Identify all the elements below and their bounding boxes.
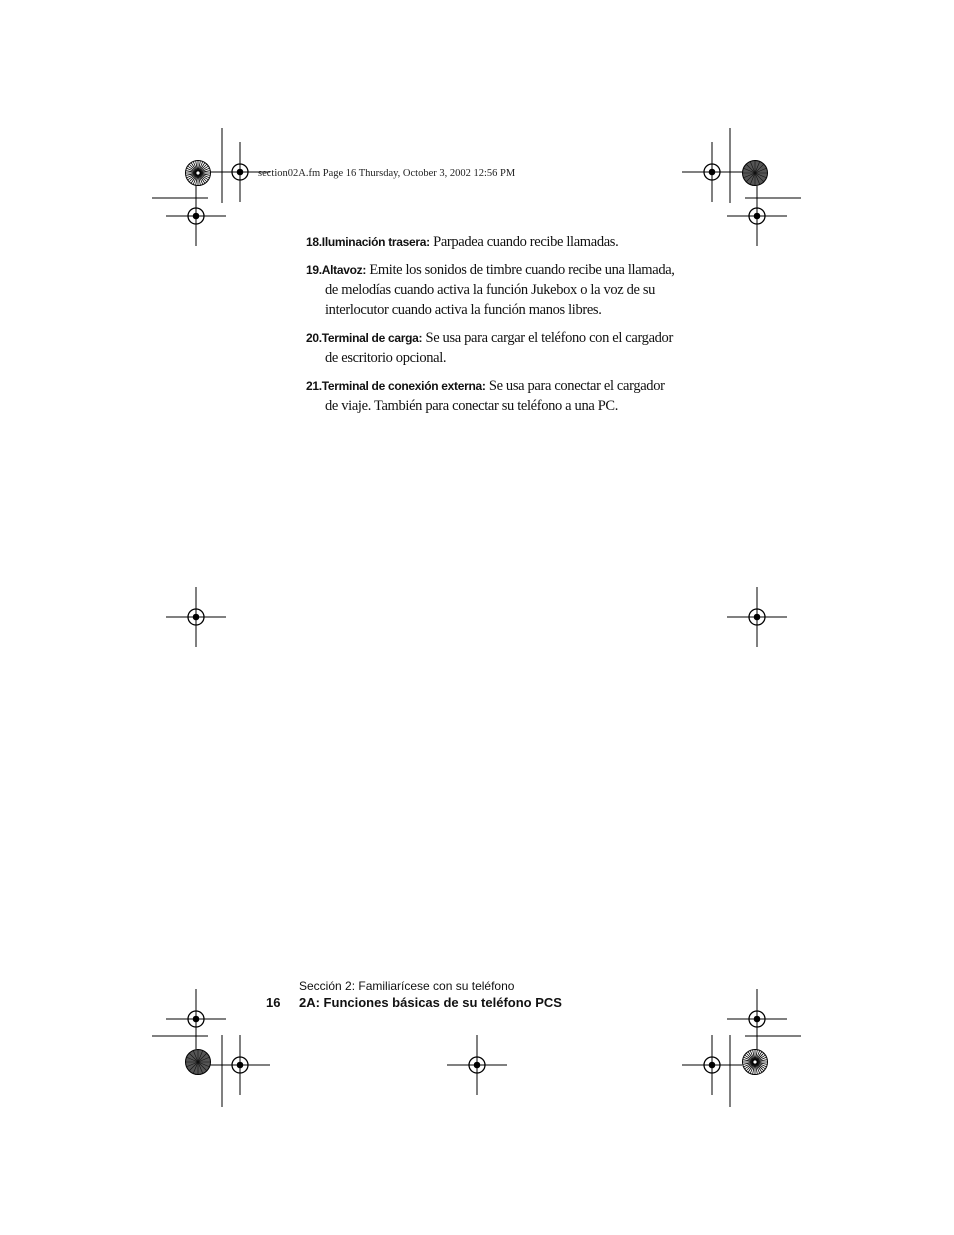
- item-line: de escritorio opcional.: [325, 350, 447, 366]
- item-line-first: [306, 328, 678, 348]
- item-term: 20.Terminal de carga:: [306, 331, 423, 345]
- item-line: interlocutor cuando activa la función manos libres.: [325, 302, 602, 318]
- item-text: Se usa para cargar el teléfono con el cargador: [425, 330, 673, 346]
- footer-section-title: Sección 2: Familiarícese con su teléfono: [299, 979, 515, 993]
- item-term: 19.Altavoz:: [306, 263, 367, 277]
- item-text: Parpadea cuando recibe llamadas.: [433, 234, 619, 250]
- item-term: 18.Iluminación trasera:: [306, 235, 430, 249]
- item-text: Se usa para conectar el cargador: [488, 378, 665, 394]
- list-item: [306, 260, 678, 320]
- list-item: [306, 376, 678, 416]
- item-line-first: [306, 232, 678, 252]
- component-list: [306, 232, 678, 424]
- item-line: de melodías cuando activa la función Jukebox o la voz de su: [325, 282, 656, 298]
- list-item: [306, 328, 678, 368]
- page-number: 16: [266, 995, 281, 1010]
- item-line-first: [306, 260, 678, 280]
- item-term: 21.Terminal de conexión externa:: [306, 379, 486, 393]
- item-line-first: [306, 376, 678, 396]
- list-item: [306, 232, 678, 252]
- item-line: de viaje. También para conectar su teléfono a una PC.: [325, 398, 619, 414]
- item-text: Emite los sonidos de timbre cuando recibe una llamada,: [369, 262, 675, 278]
- footer-chapter-title: 2A: Funciones básicas de su teléfono PCS: [299, 995, 562, 1010]
- file-slug: section02A.fm Page 16 Thursday, October 3, 2002 12:56 PM: [258, 168, 516, 179]
